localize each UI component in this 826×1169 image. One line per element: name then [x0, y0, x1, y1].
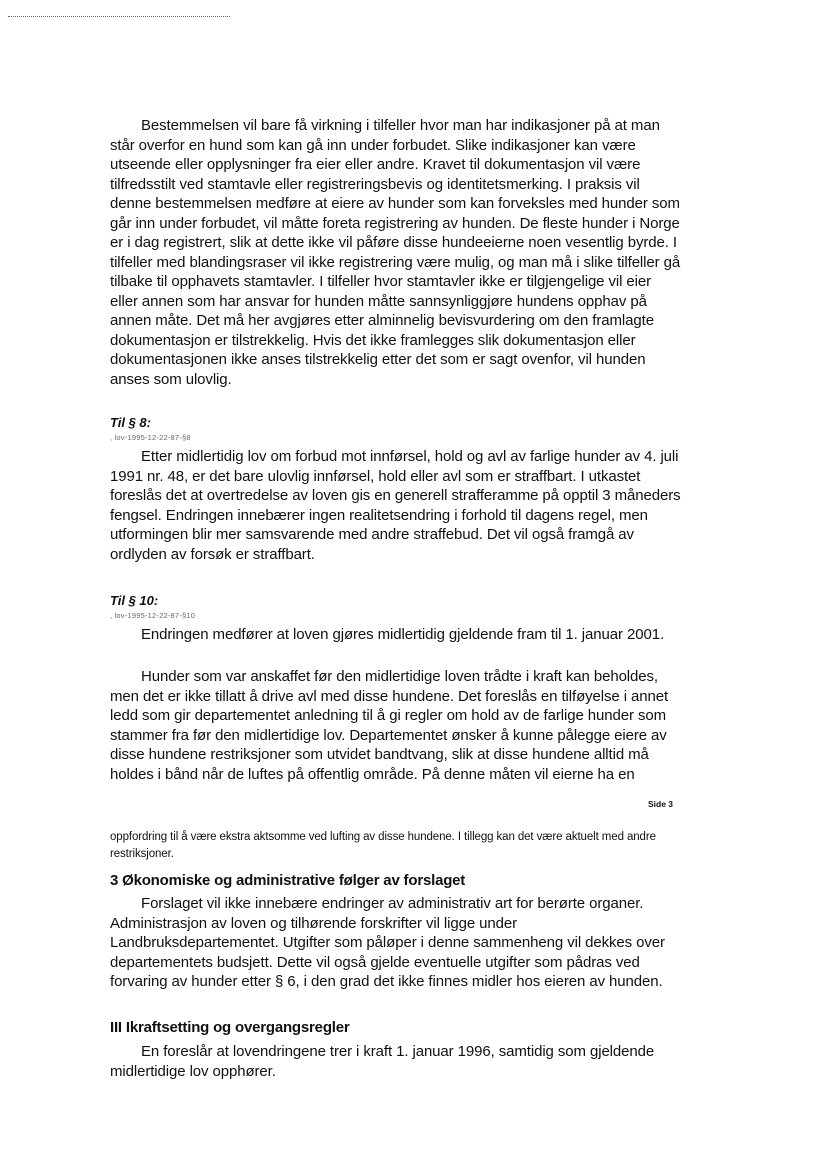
paragraph-til-8: Etter midlertidig lov om forbud mot innførsel, hold og avl av farlige hunder av 4. juli 1991 nr. 48, er det bare ulovlig innførsel, hold eller avl som er straffbart. I utkastet foreslås det at overtredelse av loven gis en generell strafferamme på opptil 3 måneders fengsel. Endringen innebærer ingen realitetsendring i forhold til dagens regel, men utformingen blir mer samsvarende med andre straffebud. Det vil også framgå av ordlyden av forsøk er straffbart. [110, 448, 681, 563]
heading-til-8: Til § 8: [110, 415, 151, 430]
paragraph-til-10-a: Endringen medfører at loven gjøres midlertidig gjeldende fram til 1. januar 2001. [141, 626, 665, 643]
law-reference-10: , lov-1995-12-22-87-§10 [110, 611, 196, 620]
paragraph-til-10-b: Hunder som var anskaffet før den midlertidige loven trådte i kraft kan beholdes, men det er ikke tillatt å drive avl med disse hundene. Det foreslås en tilføyelse i annet ledd som gir departementet anledning til å gi regler om hold av de farlige hunder som stammer fra før den midlertidige lov. Departementet ønsker å kunne pålegge eiere av disse hundene restriksjoner som utvidet bandtvang, slik at disse hundene alltid må holdes i bånd når de luftes på offentlig område. På denne måten vil eierne ha en [110, 668, 669, 783]
section-iii-heading: III Ikraftsetting og overgangsregler [110, 1019, 350, 1036]
continuation-text: oppfordring til å være ekstra aktsomme ved lufting av disse hundene. I tillegg kan det være aktuelt med andre restriksjoner. [110, 831, 656, 860]
heading-til-10: Til § 10: [110, 593, 159, 608]
section-3-heading: 3 Økonomiske og administrative følger av forslaget [110, 872, 466, 889]
header-dotted-line [8, 16, 230, 17]
law-reference-8: , lov-1995-12-22-87-§8 [110, 433, 191, 442]
page-number: Side 3 [648, 799, 674, 809]
section-iii-paragraph: En foreslår at lovendringene trer i kraft 1. januar 1996, samtidig som gjeldende midlertidige lov opphører. [110, 1043, 655, 1080]
paragraph-documentation: Bestemmelsen vil bare få virkning i tilfeller hvor man har indikasjoner på at man står overfor en hund som kan gå inn under forbudet. Slike indikasjoner kan være utseende eller opplysninger fra eier eller andre. Kravet til dokumentasjon vil være tilfredsstilt ved stamtavle eller registreringsbevis og identitetsmerking. I praksis vil denne bestemmelsen medføre at eiere av hunder som kan forveksles med hunder som går inn under forbudet, vil måtte foreta registrering av hunden. De fleste hunder i Norge er i dag registrert, slik at dette ikke vil påføre disse hundeeierne noen vesentlig byrde. I tilfeller med blandingsraser vil ikke registrering være mulig, og man må i slike tilfeller gå tilbake til opphavets stamtavler. I tilfeller hvor stamtavler ikke er tilgjengelige vil eier eller annen som har ansvar for hunden måtte sannsynliggjøre hundens opphav på annen måte. Det må her avgjøres etter alminnelig bevisvurdering om den framlagte dokumentasjon er tilstrekkelig. Hvis det ikke framlegges slik dokumentasjon eller dokumentasjonen ikke anses tilstrekkelig etter det som er sagt ovenfor, vil hunden anses som ulovlig. [110, 117, 681, 388]
section-3-paragraph: Forslaget vil ikke innebære endringer av administrativ art for berørte organer. Administrasjon av loven og tilhørende forskrifter vil ligge under Landbruksdepartementet. Utgifter som påløper i denne sammenheng vil dekkes over departementets budsjett. Dette vil også gjelde eventuelle utgifter som pådras ved forvaring av hunder etter § 6, i den grad det ikke finnes midler hos eieren av hunden. [110, 895, 665, 990]
